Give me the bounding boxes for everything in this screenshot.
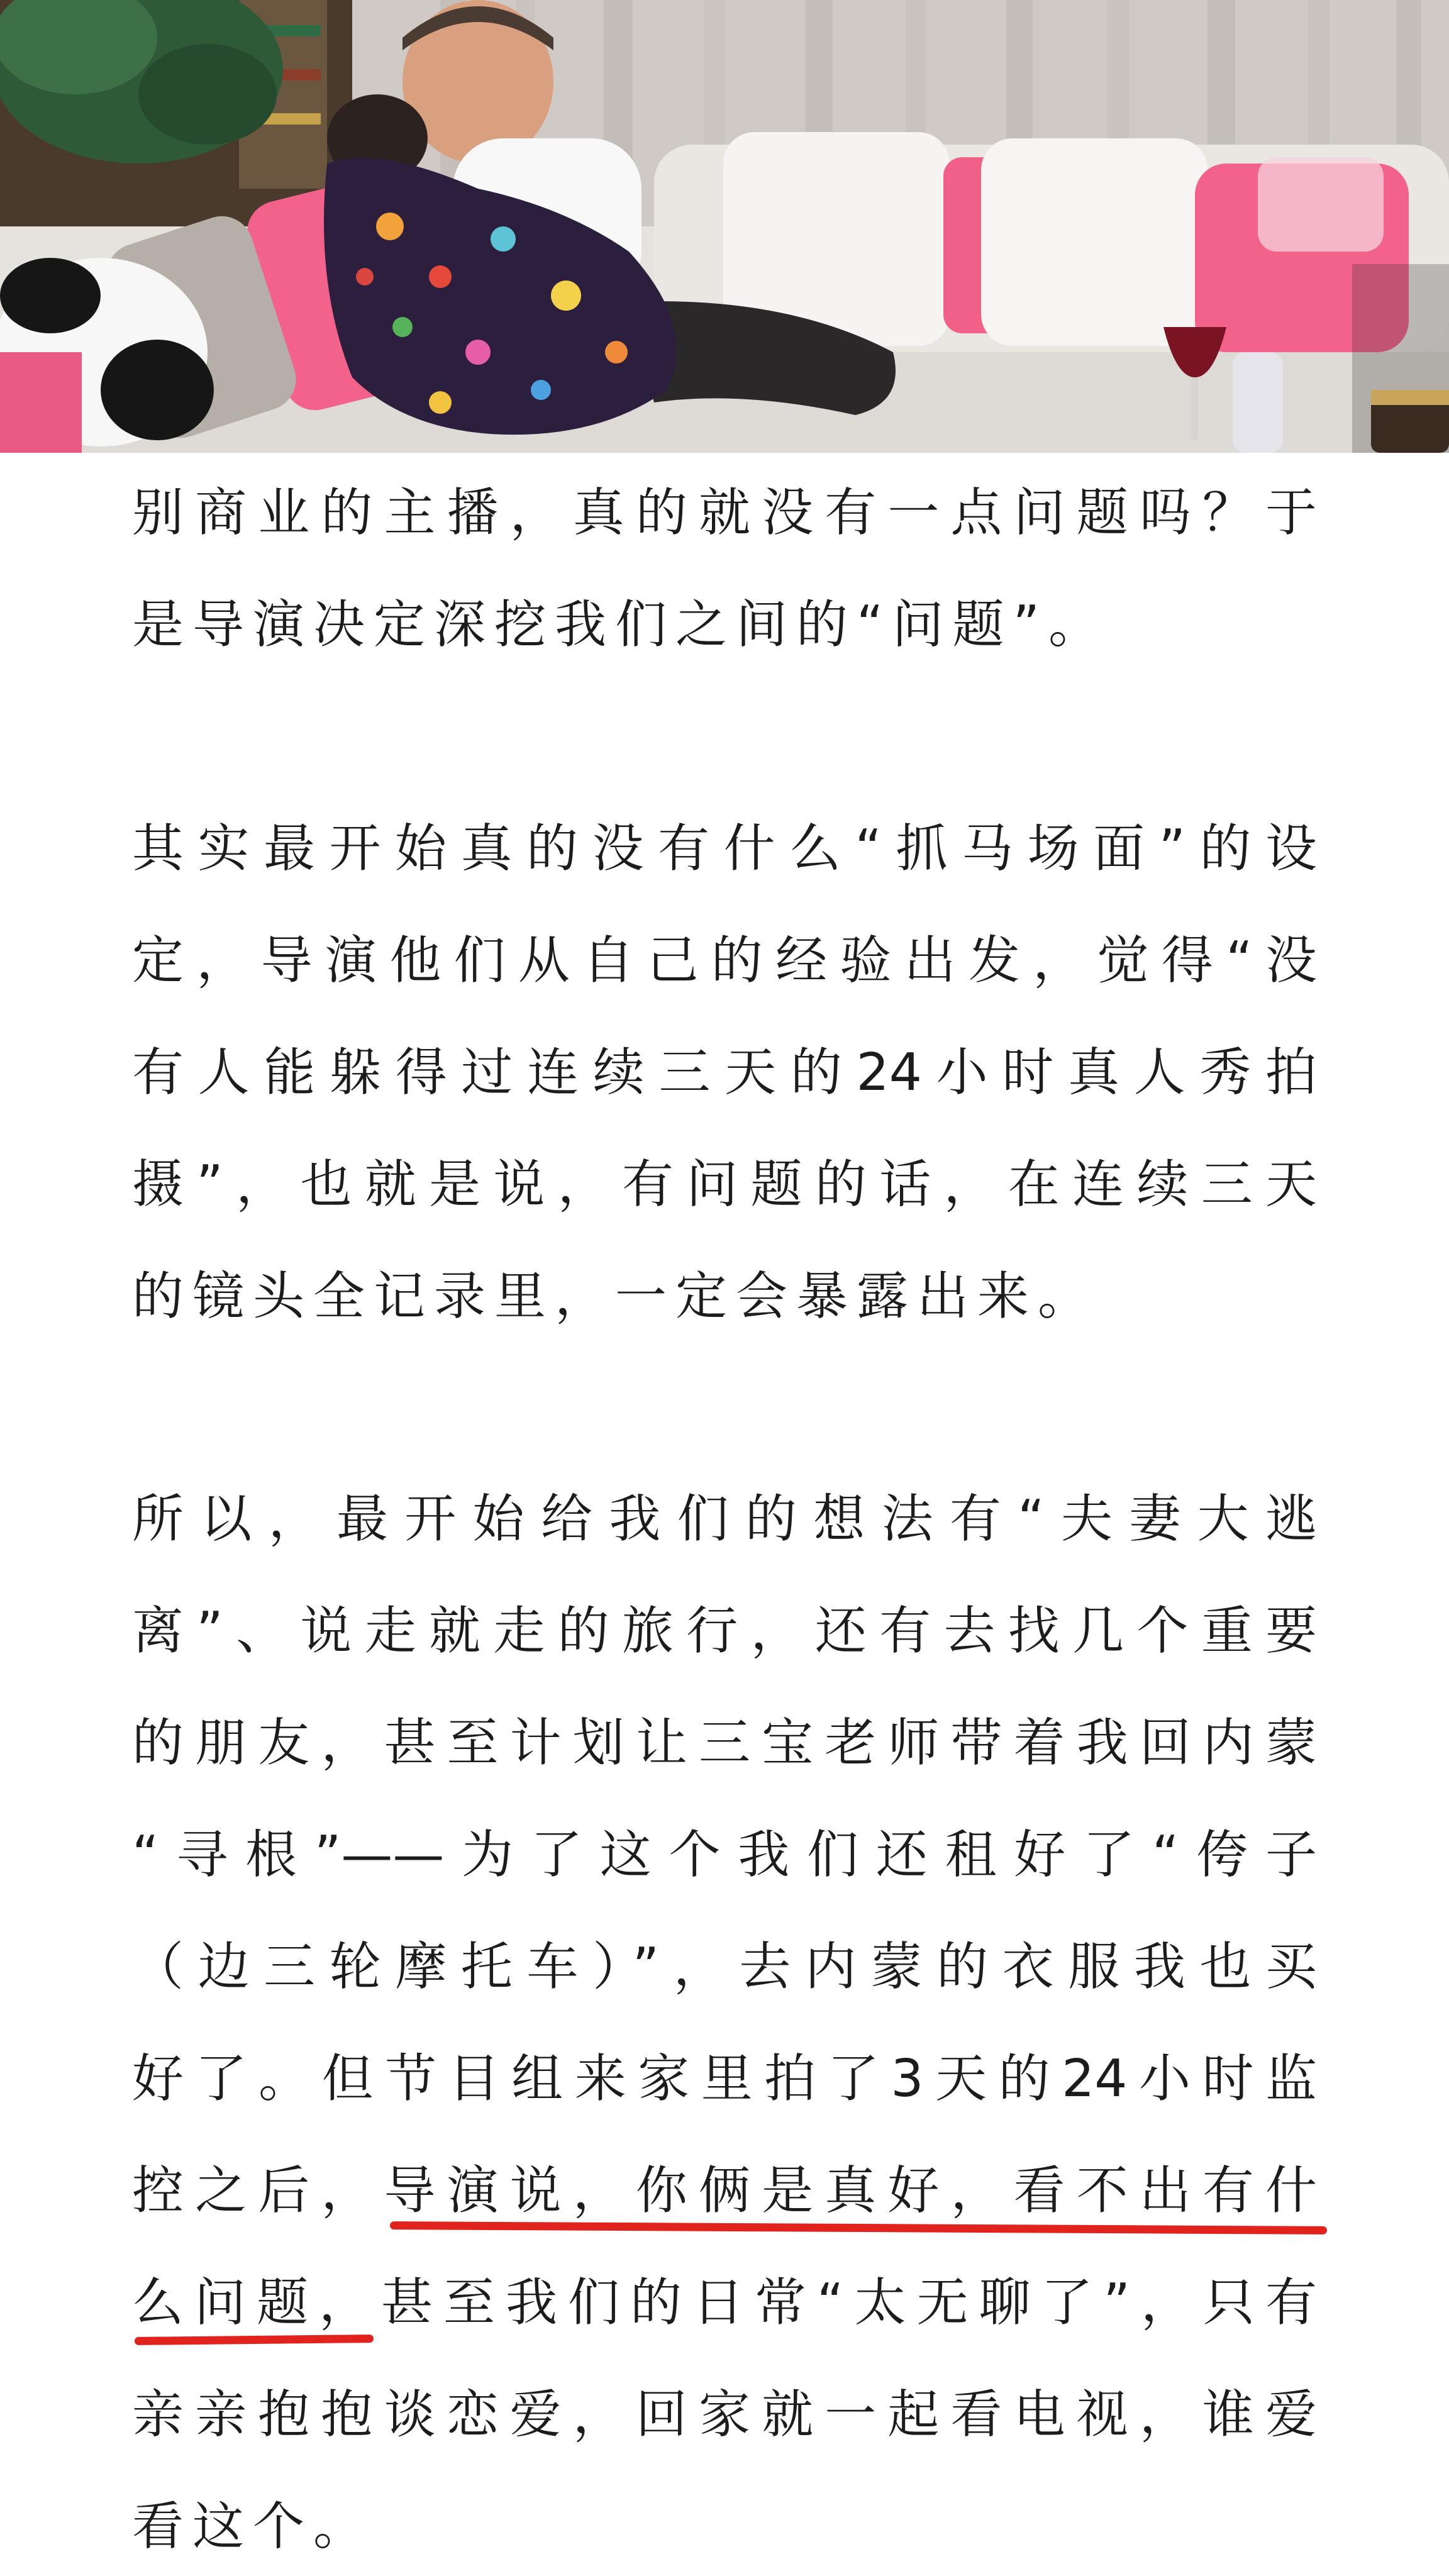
- underlined-highlight-2: 么问题，: [132, 2273, 382, 2333]
- red-underline-2: [135, 2334, 374, 2345]
- paragraph-2-line-4: 摄”，也就是说，有问题的话，在连续三天: [132, 1155, 1317, 1214]
- paragraph-3-line-7: [132, 2153, 1317, 2229]
- video-still-image: [0, 0, 1449, 453]
- underlined-highlight-1: 导演说，你俩是真好，看不出有什: [384, 2161, 1317, 2221]
- paragraph-2-line-3: 有人能躲得过连续三天的24小时真人秀拍: [132, 1043, 1317, 1102]
- paragraph-2-line-1: 其实最开始真的没有什么“抓马场面”的设: [132, 819, 1317, 879]
- paragraph-3-line-8: [132, 2265, 1317, 2341]
- paragraph-3-line-3: 的朋友，甚至计划让三宝老师带着我回内蒙: [132, 1713, 1317, 1773]
- paragraph-1-line-2: 是导演决定深挖我们之间的“问题”。: [132, 595, 1109, 655]
- paragraph-3-line-6: 好了。但节目组来家里拍了3天的24小时监: [132, 2049, 1317, 2109]
- paragraph-1-line-1: 别商业的主播，真的就没有一点问题吗？于: [132, 483, 1317, 543]
- line-8-plain-text: 甚至我们的日常“太无聊了”，只有: [381, 2273, 1317, 2333]
- line-7-plain-text: 控之后，: [132, 2161, 384, 2221]
- paragraph-2-line-5: 的镜头全记录里，一定会暴露出来。: [132, 1267, 1099, 1326]
- article-body: [0, 453, 1449, 2576]
- paragraph-3-line-9: 亲亲抱抱谈恋爱，回家就一起看电视，谁爱: [132, 2385, 1317, 2445]
- paragraph-2-line-2: 定，导演他们从自己的经验出发，觉得“没: [132, 931, 1317, 991]
- paragraph-3-line-5: （边三轮摩托车）”，去内蒙的衣服我也买: [132, 1937, 1317, 1997]
- video-still-illustration: [0, 0, 1449, 453]
- paragraph-3-line-4: “寻根”——为了这个我们还租好了“侉子: [132, 1825, 1317, 1885]
- paragraph-3-line-10: 看这个。: [132, 2497, 374, 2557]
- paragraph-3-line-2: 离”、说走就走的旅行，还有去找几个重要: [132, 1601, 1317, 1661]
- paragraph-3-line-1: 所以，最开始给我们的想法有“夫妻大逃: [132, 1489, 1317, 1549]
